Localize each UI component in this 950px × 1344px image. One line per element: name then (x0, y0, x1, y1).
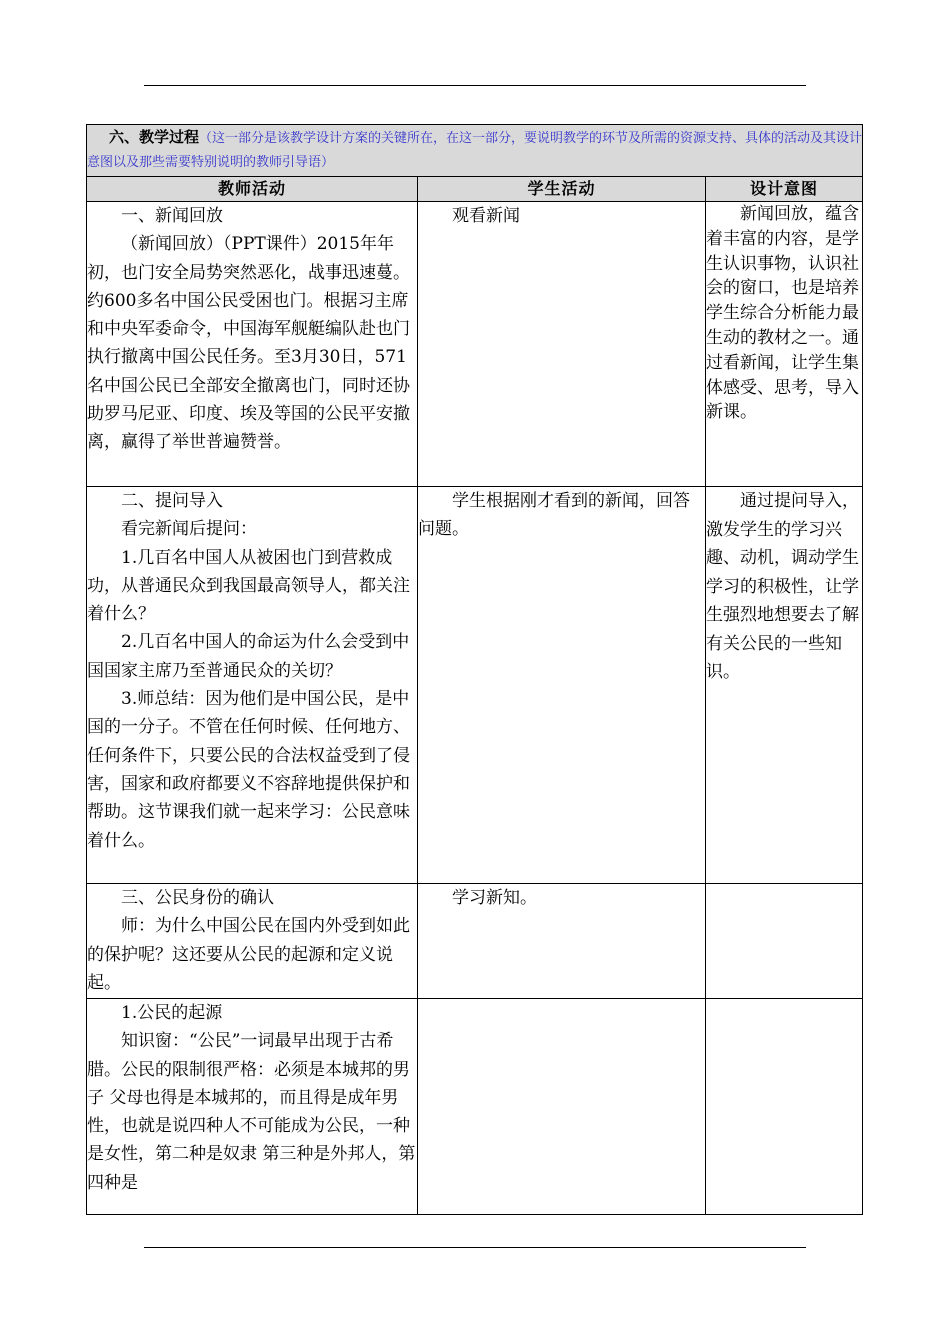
header-intent: 设计意图 (706, 177, 863, 202)
section-title-cell (87, 125, 863, 177)
table-row (87, 202, 863, 487)
teacher-activity-cell (87, 487, 418, 884)
teacher-activity-cell (87, 202, 418, 487)
design-intent-text: 新闻回放，蕴含着丰富的内容，是学生认识事物，认识社会的窗口，也是培养学生综合分析能力最生动的教材之一。通过看新闻，让学生集体感受、思考，导入新课。 (706, 204, 859, 423)
student-activity-cell (418, 487, 706, 884)
design-intent-cell (706, 487, 863, 884)
column-header-row (87, 177, 863, 202)
teacher-heading: 一、新闻回放 (121, 206, 223, 226)
teacher-paragraph: 师：为什么中国公民在国内外受到如此的保护呢？这还要从公民的起源和定义说起。 (87, 916, 410, 993)
design-intent-text: 通过提问导入，激发学生的学习兴趣、动机，调动学生学习的积极性，让学生强烈地想要去了解有关公民的一些知识。 (706, 491, 859, 682)
design-intent-cell (706, 202, 863, 487)
teacher-paragraph: 2.几百名中国人的命运为什么会受到中国国家主席乃至普通民众的关切？ (87, 632, 410, 681)
section-title: 六、教学过程 (109, 128, 200, 146)
header-rule (144, 85, 806, 86)
teacher-activity-cell (87, 884, 418, 999)
teacher-paragraph: （新闻回放）（PPT课件）2015年年初，也门安全局势突然恶化，战事迅速蔓。约600多名中国公民受困也门。根据习主席和中央军委命令，中国海军舰艇编队赴也门执行撤离中国公民任务。至3月30日，571名中国公民已全部安全撤离也门，同时还协助罗马尼亚、印度、埃及等国的公民平安撤离，赢得了举世普遍赞誉。 (87, 234, 410, 453)
section-title-row (87, 125, 863, 177)
student-activity-cell (418, 884, 706, 999)
teacher-paragraph: 1.几百名中国人从被困也门到营救成功，从普通民众到我国最高领导人，都关注着什么？ (87, 547, 410, 625)
student-activity-text: 学生根据刚才看到的新闻，回答问题。 (418, 491, 690, 540)
teacher-heading: 1.公民的起源 (121, 1003, 223, 1023)
table-row (87, 999, 863, 1215)
header-teacher: 教师活动 (87, 177, 418, 202)
design-intent-cell (706, 999, 863, 1215)
teacher-heading: 二、提问导入 (121, 491, 223, 511)
table-row (87, 487, 863, 884)
student-activity-cell (418, 999, 706, 1215)
student-activity-text: 学习新知。 (452, 888, 537, 908)
section-note: （这一部分是该教学设计方案的关键所在，在这一部分，要说明教学的环节及所需的资源支持、具体的活动及其设计意图以及那些需要特别说明的教师引导语） (87, 131, 863, 170)
teacher-paragraph: 知识窗：“公民”一词最早出现于古希腊。公民的限制很严格：必须是本城邦的男子 父母也得是本城邦的，而且得是成年男性，也就是说四种人不可能成为公民，一种是女性，第二种是奴隶 第三种是外邦人，第四种是 (87, 1031, 416, 1193)
table-row (87, 884, 863, 999)
student-activity-text: 观看新闻 (452, 206, 520, 226)
teaching-process-table (86, 124, 863, 1215)
student-activity-cell (418, 202, 706, 487)
teacher-paragraph: 3.师总结：因为他们是中国公民，是中国的一分子。不管在任何时候、任何地方、任何条件下，只要公民的合法权益受到了侵害，国家和政府都要义不容辞地提供保护和帮助。这节课我们就一起来学习：公民意味着什么。 (87, 689, 410, 851)
teacher-paragraph: 看完新闻后提问： (121, 519, 257, 540)
footer-rule (144, 1247, 806, 1248)
design-intent-cell (706, 884, 863, 999)
header-student: 学生活动 (418, 177, 706, 202)
teacher-heading: 三、公民身份的确认 (121, 888, 274, 908)
teacher-activity-cell (87, 999, 418, 1215)
